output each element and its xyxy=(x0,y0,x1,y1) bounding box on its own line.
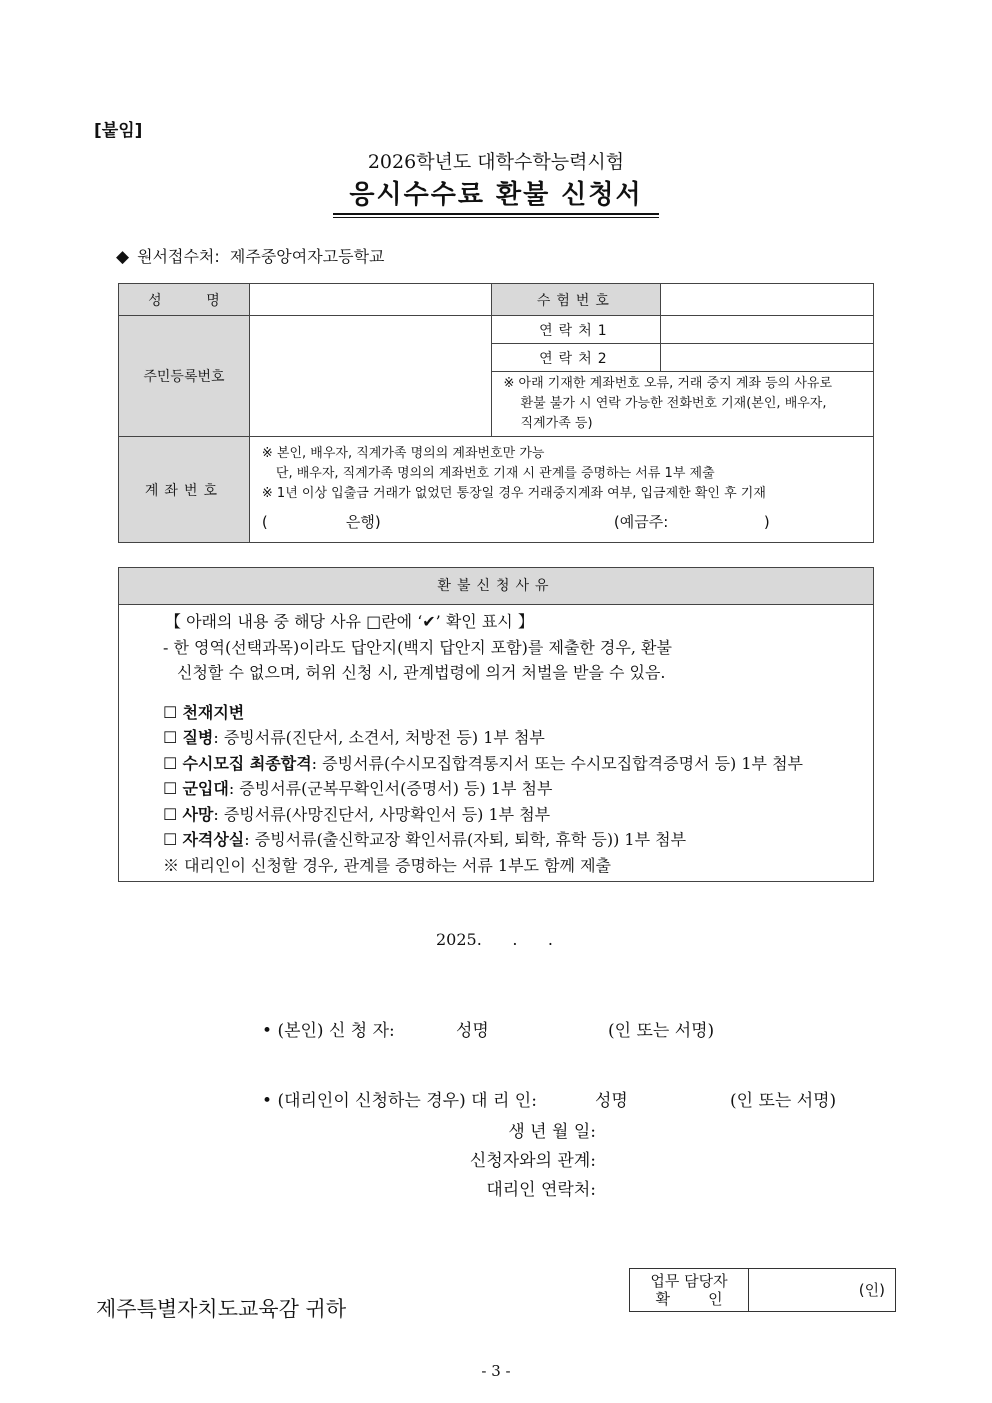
checkbox-icon[interactable]: ☐ xyxy=(163,753,178,773)
reason-warning-1: - 한 영역(선택과목)이라도 답안지(백지 답안지 포함)를 제출한 경우, 환불 xyxy=(163,637,672,657)
applicant-info-table xyxy=(118,283,874,543)
applicant-seal-label: (인 또는 서명) xyxy=(608,1021,715,1041)
attachment-label: [붙임] xyxy=(94,121,143,141)
rrn-label: 주민등록번호 xyxy=(119,316,250,437)
applicant-signature-line[interactable]: • (본인) 신 청 자: 성명 (인 또는 서명) xyxy=(262,1016,395,1041)
reason-item-disaster: ☐ 천재지변 xyxy=(163,702,245,722)
exam-number-field[interactable] xyxy=(661,284,874,316)
proxy-signature-line[interactable]: • (대리인이 신청하는 경우) 대 리 인: 성명 (인 또는 서명) xyxy=(262,1086,537,1111)
account-note-3: ※ 1년 이상 입출금 거래가 없었던 통장일 경우 거래중지계좌 여부, 입금제한 확인 후 기재 xyxy=(261,485,766,501)
proxy-name-label: 성명 xyxy=(595,1091,628,1111)
checkbox-icon[interactable]: ☐ xyxy=(163,804,178,824)
proxy-note: ※ 대리인이 신청할 경우, 관계를 증명하는 서류 1부도 함께 제출 xyxy=(163,855,611,875)
form-title: 응시수수료 환불 신청서 xyxy=(349,180,643,210)
contact-note: ※ 아래 기재한 계좌번호 오류, 거래 중지 계좌 등의 사유로 환불 불가 시 연락 가능한 전화번호 기재(본인, 배우자, 직계가족 등) xyxy=(491,372,873,437)
account-note-2: 단, 배우자, 직계가족 명의의 계좌번호 기재 시 관계를 증명하는 서류 1부 제출 xyxy=(275,465,715,481)
refund-reason-section xyxy=(118,567,874,882)
bank-label: 은행) xyxy=(345,512,381,531)
checkbox-icon[interactable]: ☐ xyxy=(163,779,178,798)
checkbox-icon[interactable]: ☐ xyxy=(163,702,178,722)
account-label: 계좌번호 xyxy=(119,437,250,543)
application-office xyxy=(116,244,384,267)
reason-instruction: 【 아래의 내용 중 해당 사유 □란에 ‘✔’ 확인 표시 】 xyxy=(165,612,534,631)
account-cell xyxy=(249,437,873,543)
reason-item-disqualification: ☐ 자격상실: 증빙서류(출신학교장 확인서류(자퇴, 퇴학, 휴학 등)) 1부 첨부 xyxy=(163,830,687,849)
bullet-icon: • xyxy=(262,1021,273,1041)
holder-label: (예금주: xyxy=(613,512,669,531)
page-number: - 3 - xyxy=(481,1362,511,1380)
office-label: 원서접수처: xyxy=(137,247,220,266)
relation-label: 신청자와의 관계: xyxy=(469,1151,596,1171)
proxy-contact-label: 대리인 연락처: xyxy=(486,1180,596,1200)
contact2-label: 연락처2 xyxy=(491,344,661,372)
contact1-label: 연락처1 xyxy=(491,316,661,344)
diamond-bullet-icon: ◆ xyxy=(116,247,130,267)
office-value: 제주중앙여자고등학교 xyxy=(229,247,385,266)
title-underline xyxy=(333,213,659,215)
account-note-1: ※ 본인, 배우자, 직계가족 명의의 계좌번호만 가능 xyxy=(261,445,545,461)
account-entry-line[interactable]: ( 은행) (예금주: ) xyxy=(261,512,770,531)
reason-warning-2: 신청할 수 없으며, 허위 신청 시, 관계법령에 의거 처벌을 받을 수 있음. xyxy=(177,663,666,682)
refund-reason-header: 환불신청사유 xyxy=(119,568,873,605)
reason-item-early-admission: ☐ 수시모집 최종합격: 증빙서류(수시모집합격통지서 또는 수시모집합격증명서 등) 1부 첨부 xyxy=(163,753,803,773)
staff-seal-field[interactable]: (인) xyxy=(749,1269,896,1312)
checkbox-icon[interactable]: ☐ xyxy=(163,830,178,849)
staff-confirmation-box xyxy=(629,1268,896,1312)
reason-item-military: ☐ 군입대: 증빙서류(군복무확인서(증명서) 등) 1부 첨부 xyxy=(163,779,553,798)
reason-item-death: ☐ 사망: 증빙서류(사망진단서, 사망확인서 등) 1부 첨부 xyxy=(163,804,551,824)
title-underline-thin xyxy=(333,217,659,218)
rrn-field[interactable] xyxy=(249,316,491,437)
addressee: 제주특별자치도교육감 귀하 xyxy=(96,1297,347,1321)
contact1-field[interactable] xyxy=(661,316,874,344)
reason-item-illness: ☐ 질병: 증빙서류(진단서, 소견서, 처방전 등) 1부 첨부 xyxy=(163,728,545,747)
checkbox-icon[interactable]: ☐ xyxy=(163,728,178,747)
applicant-name-label: 성명 xyxy=(456,1021,489,1041)
proxy-seal-label: (인 또는 서명) xyxy=(730,1091,837,1111)
staff-label: 업무 담당자 확 인 xyxy=(630,1269,749,1312)
form-subtitle: 2026학년도 대학수학능력시험 xyxy=(367,151,625,173)
exam-number-label: 수험번호 xyxy=(491,284,661,316)
contact2-field[interactable] xyxy=(661,344,874,372)
name-field[interactable] xyxy=(249,284,491,316)
application-date: 2025. . . xyxy=(436,930,554,949)
birth-date-label: 생 년 월 일: xyxy=(508,1122,596,1142)
name-label: 성 명 xyxy=(119,284,250,316)
bullet-icon: • xyxy=(262,1091,273,1111)
